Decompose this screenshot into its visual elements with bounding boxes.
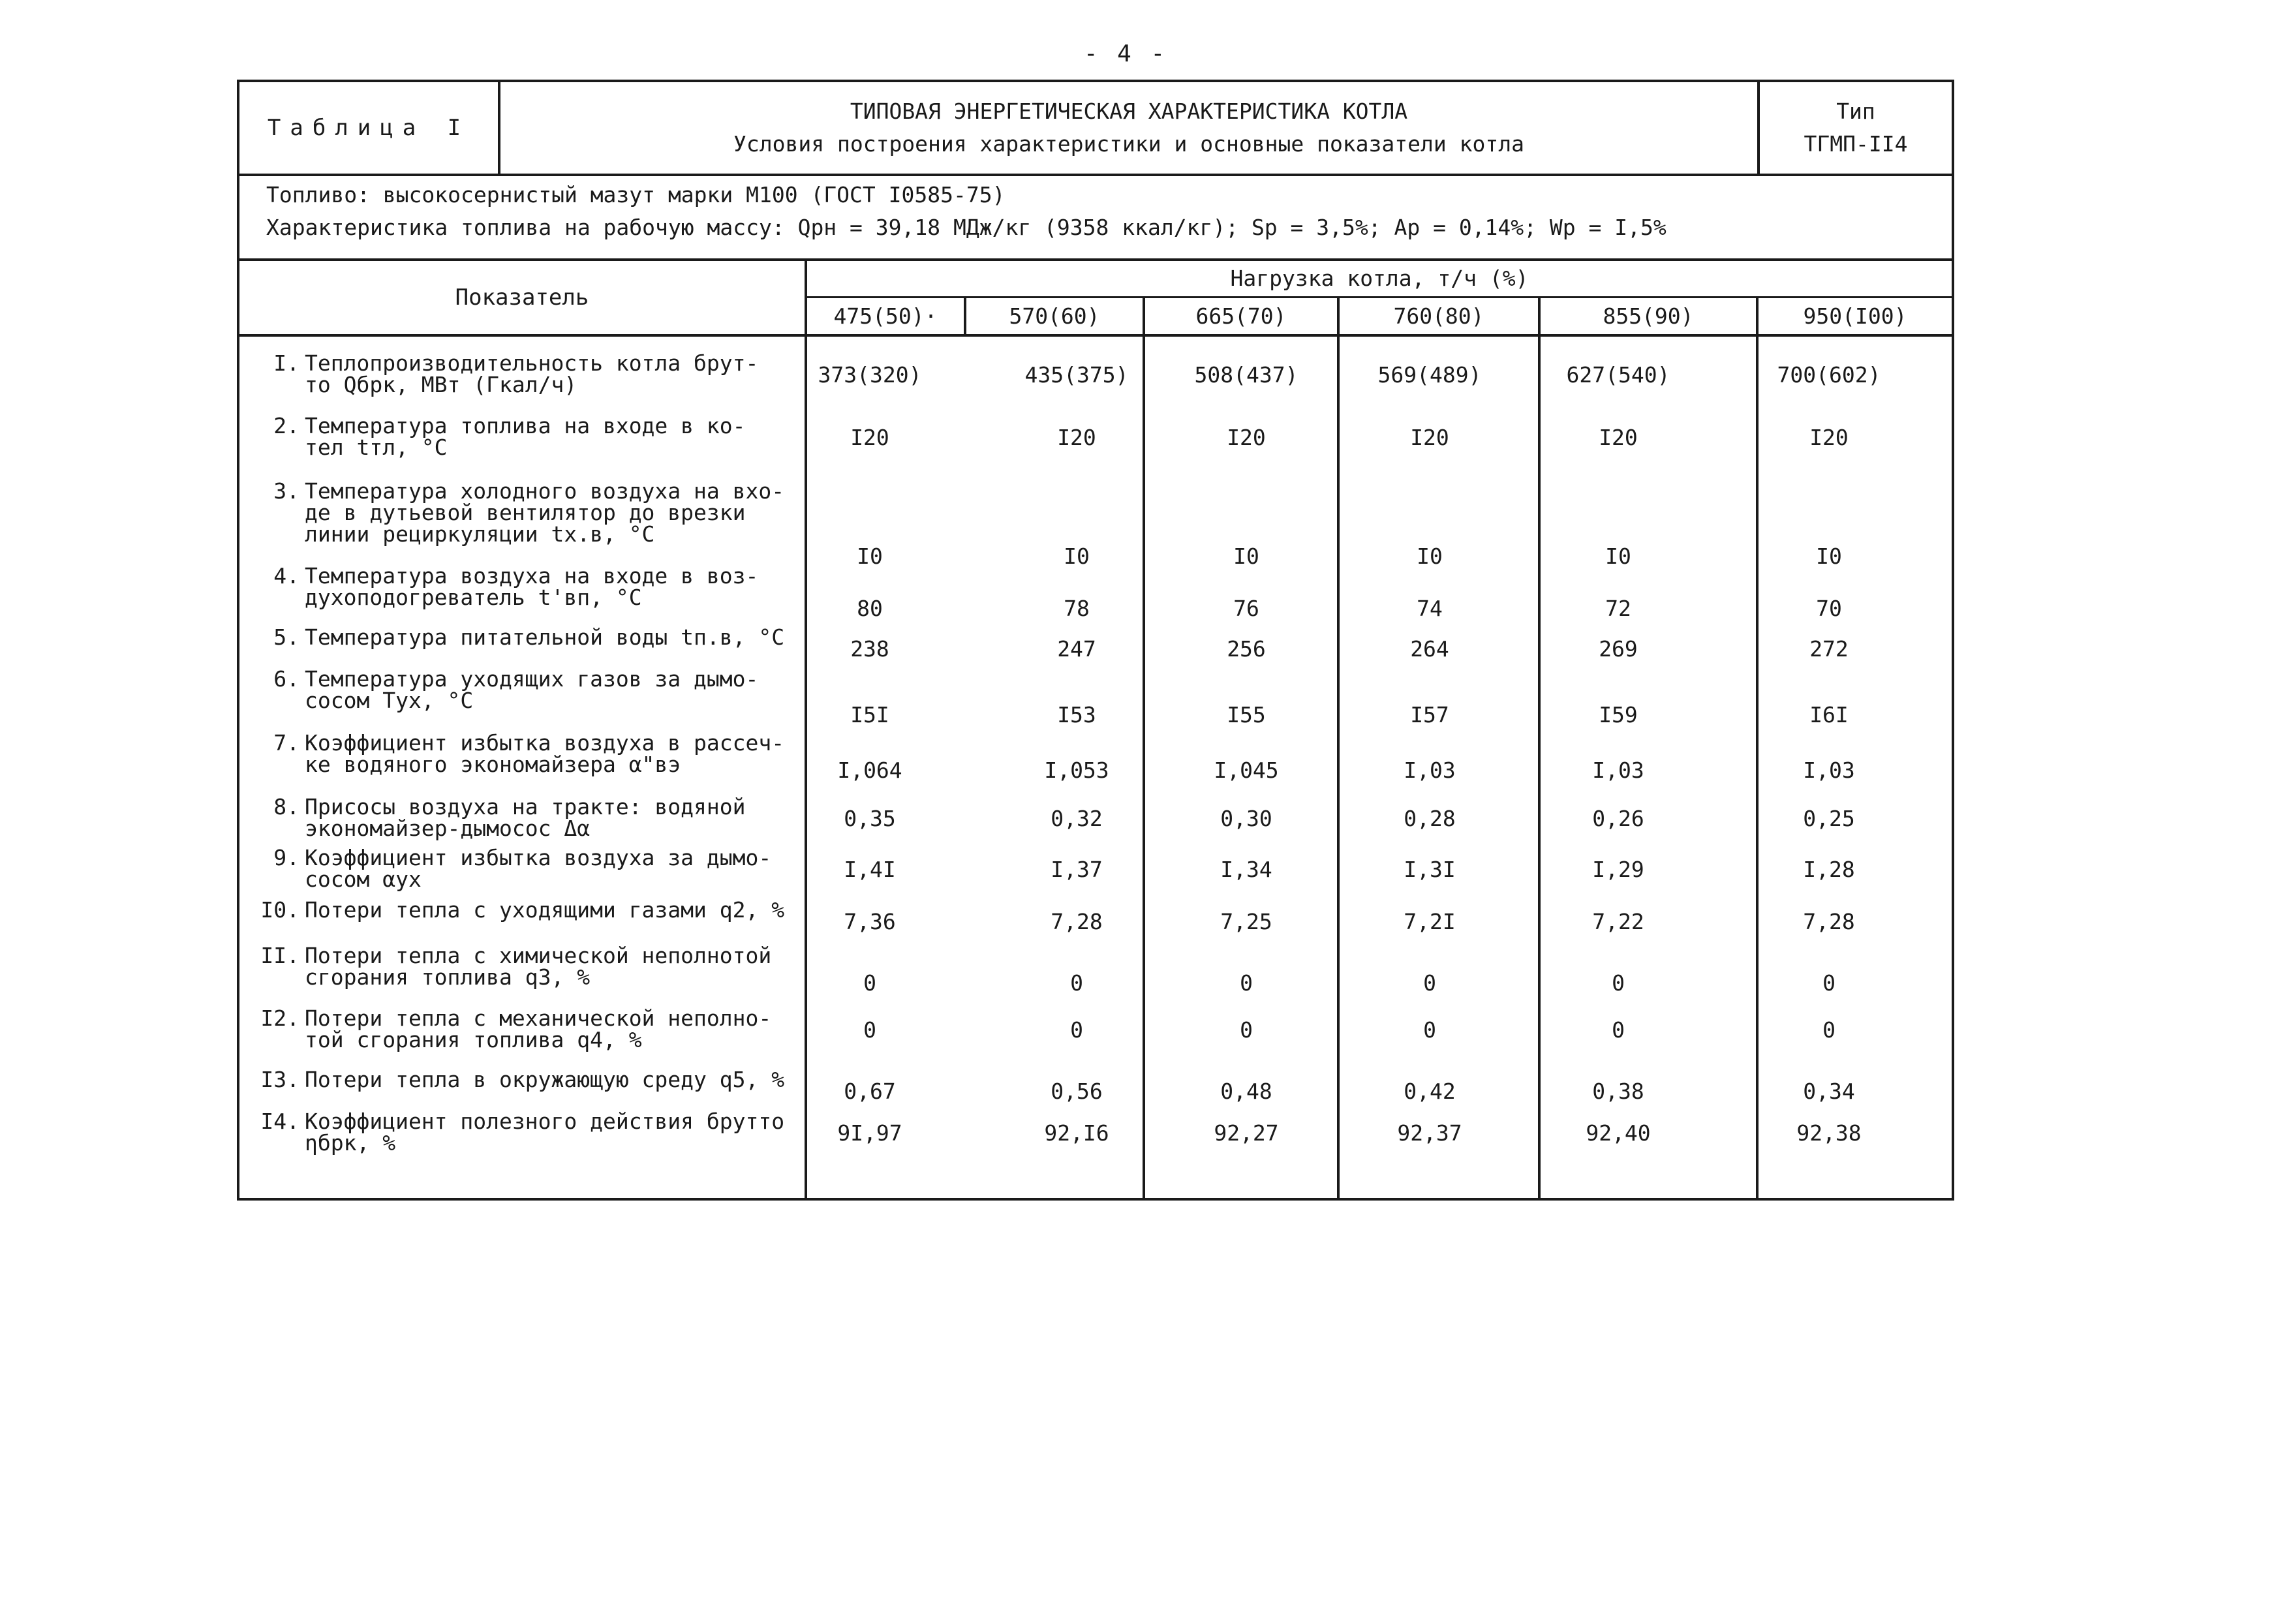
row-value: I,064	[837, 758, 902, 783]
row-label: Коэффициент избытка воздуха за дымо- сосом αух	[305, 845, 772, 892]
row-label: Присосы воздуха на тракте: водяной экономайзер-дымосос Δα	[305, 794, 746, 841]
row-value: I,29	[1592, 857, 1644, 882]
row-number: 2.	[273, 413, 300, 438]
row-value: I0	[1417, 544, 1443, 569]
row-value: I0	[1233, 544, 1259, 569]
column-header: 570(60)	[1009, 303, 1100, 329]
row-value: I,045	[1214, 758, 1279, 783]
row-value: 269	[1599, 636, 1638, 662]
row-value: 256	[1227, 636, 1266, 662]
col-rule-5	[1756, 296, 1759, 1201]
table-label: Таблица I	[267, 115, 470, 141]
row-number: I.	[273, 350, 300, 376]
row-label: Коэффициент полезного действия брутто ηбрк, %	[305, 1109, 785, 1156]
row-label: Потери тепла с химической неполнотой сгорания топлива q3, %	[305, 943, 772, 990]
row-value: I,03	[1404, 758, 1456, 783]
row-value: 7,28	[1051, 909, 1103, 934]
row-value: I,3I	[1404, 857, 1456, 882]
row-value: 569(489)	[1377, 362, 1482, 388]
title-line-1: ТИПОВАЯ ЭНЕРГЕТИЧЕСКАЯ ХАРАКТЕРИСТИКА КОТЛА	[850, 99, 1408, 124]
row-value: 700(602)	[1777, 362, 1881, 388]
row-label: Температура питательной воды tп.в, °C	[305, 624, 785, 650]
row-value: I,053	[1044, 758, 1109, 783]
row-label: Потери тепла в окружающую среду q5, %	[305, 1067, 785, 1092]
row-value: 0,38	[1592, 1079, 1644, 1104]
row-value: I20	[850, 425, 889, 450]
header-divider	[237, 334, 1954, 337]
row-value: 0	[1423, 970, 1436, 996]
row-value: I0	[857, 544, 883, 569]
row-value: 0,48	[1220, 1079, 1272, 1104]
row-label: Потери тепла с уходящими газами q2, %	[305, 897, 785, 923]
fuel-line-2: Характеристика топлива на рабочую массу: Qрн = 39,18 МДж/кг (9358 ккал/кг); Sр = 3,5%; Aр = 0,14%; Wр = I,5%	[266, 215, 1667, 240]
row-number: I0.	[260, 897, 300, 923]
row-value: I53	[1057, 702, 1096, 728]
column-header: 855(90)	[1603, 303, 1694, 329]
row-value: I55	[1227, 702, 1266, 728]
row-value: I20	[1599, 425, 1638, 450]
row-value: I20	[1227, 425, 1266, 450]
row-number: 7.	[273, 730, 300, 756]
column-header: 760(80)	[1393, 303, 1484, 329]
col-rule-4	[1538, 296, 1541, 1201]
row-value: 0,34	[1803, 1079, 1855, 1104]
row-number: 9.	[273, 845, 300, 870]
row-value: I20	[1410, 425, 1449, 450]
row-value: 0	[1612, 1017, 1625, 1043]
row-label: Потери тепла с механической неполно- той сгорания топлива q4, %	[305, 1005, 772, 1052]
row-value: 0	[863, 970, 876, 996]
row-number: I4.	[260, 1109, 300, 1134]
row-value: 92,I6	[1044, 1120, 1109, 1146]
row-value: 0,28	[1404, 806, 1456, 831]
type-value: ТГМП-II4	[1804, 131, 1908, 157]
row-value: 0	[863, 1017, 876, 1043]
row-label: Температура топлива на входе в ко- тел tтл, °C	[305, 413, 746, 460]
row-value: I,34	[1220, 857, 1272, 882]
row-value: 0,25	[1803, 806, 1855, 831]
row-value: I,4I	[844, 857, 896, 882]
row-value: 373(320)	[818, 362, 922, 388]
row-value: 0	[1822, 970, 1836, 996]
row-value: I20	[1057, 425, 1096, 450]
row-number: 6.	[273, 666, 300, 692]
row-value: 0,35	[844, 806, 896, 831]
row-value: 7,25	[1220, 909, 1272, 934]
column-header: 665(70)	[1195, 303, 1287, 329]
row-value: 7,28	[1803, 909, 1855, 934]
row-label: Температура воздуха на входе в воз- духоподогреватель t'вп, °C	[305, 563, 759, 610]
row-number: 5.	[273, 624, 300, 650]
fuel-line-1: Топливо: высокосернистый мазут марки М100 (ГОСТ I0585-75)	[266, 182, 1006, 207]
column-header: 475(50)·	[833, 303, 938, 329]
row-label: Теплопроизводительность котла брут- то Qбрк, МВт (Гкал/ч)	[305, 350, 759, 397]
row-value: 0,32	[1051, 806, 1103, 831]
row-number: I2.	[260, 1005, 300, 1031]
row-value: I0	[1605, 544, 1631, 569]
row-value: 0	[1240, 1017, 1253, 1043]
row-value: 80	[857, 596, 883, 621]
row-value: 238	[850, 636, 889, 662]
row-value: 0	[1240, 970, 1253, 996]
row-number: 3.	[273, 478, 300, 504]
row-value: 247	[1057, 636, 1096, 662]
col-rule-3	[1337, 296, 1340, 1201]
row-value: 0,30	[1220, 806, 1272, 831]
boiler-type	[1760, 82, 1952, 174]
row-value: I5I	[850, 702, 889, 728]
caption-divider	[237, 174, 1954, 176]
row-number: 4.	[273, 563, 300, 589]
row-label: Температура холодного воздуха на вхо- де в дутьевой вентилятор до врезки линии рециркуляции tх.в, °C	[305, 478, 785, 547]
row-number: 8.	[273, 794, 300, 820]
row-number: I3.	[260, 1067, 300, 1092]
row-value: 74	[1417, 596, 1443, 621]
row-value: I6I	[1809, 702, 1849, 728]
table-title	[500, 82, 1757, 174]
row-value: I,03	[1803, 758, 1855, 783]
column-header: 950(I00)	[1803, 303, 1907, 329]
row-value: 76	[1233, 596, 1259, 621]
row-value: 9I,97	[837, 1120, 902, 1146]
row-value: 78	[1064, 596, 1090, 621]
row-value: I,28	[1803, 857, 1855, 882]
load-subdivider	[805, 296, 1954, 298]
row-value: I0	[1816, 544, 1842, 569]
param-column-rule	[805, 258, 807, 1201]
row-value: 72	[1605, 596, 1631, 621]
col-rule-2	[1143, 296, 1145, 1201]
title-line-2: Условия построения характеристики и основные показатели котла	[733, 131, 1524, 157]
row-label: Температура уходящих газов за дымо- сосом Tух, °C	[305, 666, 759, 713]
row-value: 0,67	[844, 1079, 896, 1104]
row-number: II.	[260, 943, 300, 968]
row-value: I59	[1599, 702, 1638, 728]
row-value: 92,40	[1586, 1120, 1651, 1146]
row-value: 70	[1816, 596, 1842, 621]
page-number: - 4 -	[1083, 40, 1168, 67]
row-value: 264	[1410, 636, 1449, 662]
row-value: 0	[1070, 1017, 1083, 1043]
row-value: I,03	[1592, 758, 1644, 783]
fuel-description	[266, 179, 1937, 244]
param-header: Показатель	[455, 284, 589, 311]
row-value: 272	[1809, 636, 1849, 662]
row-value: 0	[1822, 1017, 1836, 1043]
row-label: Коэффициент избытка воздуха в рассеч- ке водяного экономайзера α"вэ	[305, 730, 785, 777]
row-value: 92,37	[1397, 1120, 1462, 1146]
row-value: 508(437)	[1194, 362, 1298, 388]
type-label: Тип	[1836, 99, 1875, 124]
row-value: 7,36	[844, 909, 896, 934]
row-value: 0	[1070, 970, 1083, 996]
row-value: 627(540)	[1566, 362, 1670, 388]
row-value: I,37	[1051, 857, 1103, 882]
row-value: 0	[1423, 1017, 1436, 1043]
row-value: 435(375)	[1024, 362, 1129, 388]
row-value: 0,26	[1592, 806, 1644, 831]
row-value: 92,27	[1214, 1120, 1279, 1146]
row-value: 0,56	[1051, 1079, 1103, 1104]
row-value: I57	[1410, 702, 1449, 728]
row-value: 92,38	[1796, 1120, 1862, 1146]
row-value: I0	[1064, 544, 1090, 569]
row-value: 0,42	[1404, 1079, 1456, 1104]
load-header: Нагрузка котла, т/ч (%)	[1230, 265, 1529, 291]
row-value: 7,2I	[1404, 909, 1456, 934]
row-value: I20	[1809, 425, 1849, 450]
row-value: 0	[1612, 970, 1625, 996]
row-value: 7,22	[1592, 909, 1644, 934]
